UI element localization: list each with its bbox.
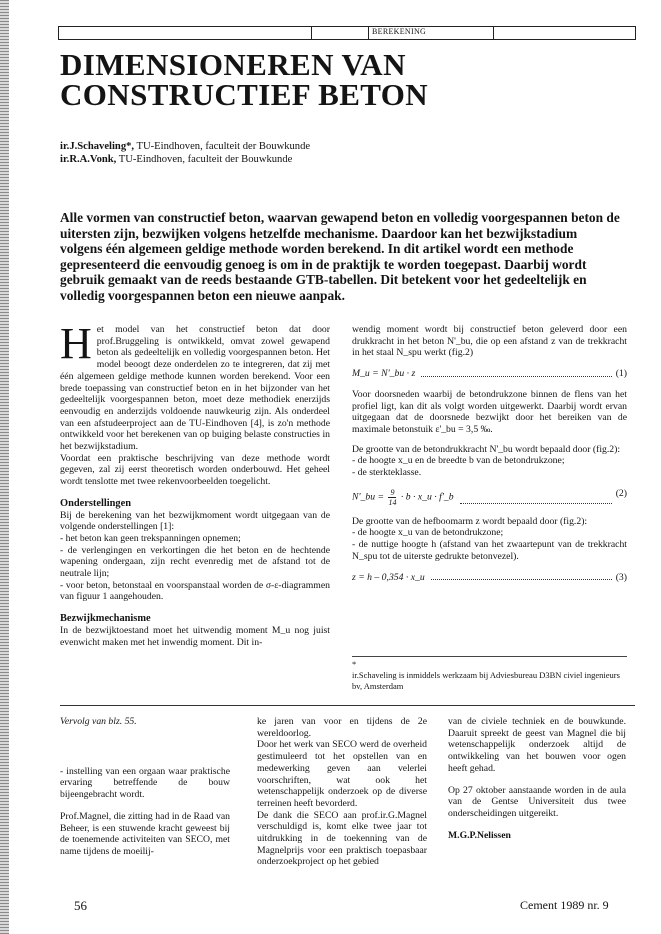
body-paragraph: In de bezwijktoestand moet het uitwendig moment M_u nog juist evenwicht maken met het inwendig moment. Dit in- bbox=[60, 624, 330, 648]
section-divider bbox=[60, 705, 635, 706]
author-affiliation: TU-Eindhoven, faculteit der Bouwkunde bbox=[116, 154, 293, 165]
intro-text: et model van het constructief beton dat door prof.Bruggeling is ontwikkeld, omvat zowel gewapend beton als gedeeltelijk en volledig voorgespannen beton. Het model beoogt deze onderdelen zo te integreren, dat zij met één algemeen geldige methode kunnen worden berekend. Voor een brede toepassing van constructief beton en in het bijzonder van het gedeeltelijk voorgespannen beton, moet deze methodiek enerzijds eenvoudig en anderzijds voldoende nauwkeurig zijn. Als onderdeel van een afstudeerproject aan de TU-Eindhoven [4], is zo'n methode ontwikkeld voor het berekenen van op buiging belaste constructies in het bezwijkstadium. bbox=[60, 324, 330, 453]
body-paragraph: Door het werk van SECO werd de overheid gestimuleerd tot het opstellen van en medewerking geven aan velerlei voorschriften, wat ook het wetenschappelijk onderzoek op de diverse terreinen heeft bevorderd. bbox=[257, 739, 427, 809]
leader-dots bbox=[460, 488, 612, 504]
equation-lhs: N'_bu = bbox=[352, 491, 385, 503]
list-item: - voor beton, betonstaal en voorspanstaal worden de σ-ε-diagrammen van figuur 1 aangehouden. bbox=[60, 579, 330, 603]
body-paragraph: De grootte van de hefboomarm z wordt bepaald door (fig.2): bbox=[352, 515, 588, 527]
section-heading: Onderstellingen bbox=[60, 497, 132, 509]
list-item: - de hoogte x_u en de breedte b van de betondrukzone; bbox=[352, 455, 565, 467]
equation-2 bbox=[352, 488, 627, 507]
section-header-bar bbox=[58, 26, 636, 40]
body-paragraph: Voordat een praktische beschrijving van deze methode wordt gegeven, zal zij eerst theoretisch worden onderbouwd. Het geheel wordt tenslotte met twee rekenvoorbeelden toegelicht. bbox=[60, 452, 330, 488]
continuation-column-2 bbox=[257, 716, 427, 868]
header-divider bbox=[493, 27, 494, 39]
body-paragraph: - instelling van een orgaan waar praktische ervaring betreffende de bouw bijeengebracht wordt. bbox=[60, 765, 230, 801]
header-divider bbox=[368, 27, 369, 39]
author-name: ir.J.Schaveling*, bbox=[60, 141, 135, 152]
list-item: - het beton kan geen trekspanningen opnemen; bbox=[60, 532, 241, 544]
list-item: - de sterkteklasse. bbox=[352, 467, 422, 479]
body-column-right bbox=[352, 324, 627, 592]
scan-edge bbox=[0, 0, 9, 934]
journal-issue: Cement 1989 nr. 9 bbox=[520, 898, 609, 912]
equation-number: (3) bbox=[615, 571, 627, 583]
leader-dots bbox=[421, 368, 611, 377]
intro-paragraph bbox=[60, 319, 330, 453]
equation-text bbox=[352, 488, 454, 507]
body-paragraph: Voor doorsneden waarbij de betondrukzone binnen de flens van het profiel ligt, kan dit als volgt worden uitgewerkt. Daarbij wordt ervan uitgegaan dat de doorsnede bezwijkt door het bereiken van de maximale betonstuik ε'_bu = 3,5 ‰. bbox=[352, 388, 627, 435]
fraction-numerator: 9 bbox=[390, 487, 395, 497]
author-name: ir.R.A.Vonk, bbox=[60, 154, 117, 165]
author-item bbox=[60, 153, 310, 166]
author-affiliation: TU-Eindhoven, faculteit der Bouwkunde bbox=[134, 141, 311, 152]
body-paragraph: Prof.Magnel, die zitting had in de Raad van Beheer, is een stuwende kracht geweest bij de toenemende activiteiten van SECO, met name tijdens de moeilij- bbox=[60, 810, 230, 857]
title-line-2: CONSTRUCTIEF BETON bbox=[60, 77, 429, 112]
body-paragraph: ke jaren van voor en tijdens de 2e wereldoorlog. bbox=[257, 716, 427, 739]
footnote-mark: * bbox=[352, 659, 357, 669]
equation-text: z = h – 0,354 · x_u bbox=[352, 571, 425, 583]
list-item: - de nuttige hoogte h (afstand van het zwaartepunt van de trekkracht N_spu tot de uiterste gedrukte betonvezel). bbox=[352, 539, 627, 562]
section-label: BEREKENING bbox=[372, 27, 427, 36]
body-paragraph: De grootte van de betondrukkracht N'_bu wordt bepaald door (fig.2): bbox=[352, 443, 621, 455]
body-paragraph: Bij de berekening van het bezwijkmoment wordt uitgegaan van de volgende onderstellingen [1]: bbox=[60, 509, 330, 533]
leader-dots bbox=[431, 572, 612, 581]
body-paragraph: van de civiele techniek en de bouwkunde. Daaruit spreekt de geest van Magnel die bij wetenschappelijk onderzoek altijd de ontwikkeling van het bouwen voor ogen heeft gehad. bbox=[448, 716, 626, 774]
body-column-left bbox=[60, 319, 330, 648]
equation-text: M_u = N'_bu · z bbox=[352, 368, 416, 380]
footnote bbox=[352, 656, 627, 692]
header-divider bbox=[311, 27, 312, 39]
body-paragraph: De dank die SECO aan prof.ir.G.Magnel verschuldigd is, komt elke twee jaar tot uitdrukking in de toekenning van de Magnelprijs voor een praktisch toepasbaar onderzoekproject op het gebied bbox=[257, 809, 427, 868]
continuation-column-3 bbox=[448, 716, 626, 841]
body-paragraph: wendig moment wordt bij constructief beton geleverd door een drukkracht in het beton N'_bu, die op een afstand z van de trekkracht in het staal N_spu werkt (fig.2) bbox=[352, 324, 627, 359]
equation-rhs: · b · x_u · f'_b bbox=[400, 491, 454, 503]
equation-number: (1) bbox=[615, 368, 627, 380]
author-list bbox=[60, 140, 310, 166]
article-title bbox=[60, 47, 620, 112]
list-item: - de hoogte x_u van de betondrukzone; bbox=[352, 527, 504, 539]
author-signature: M.G.P.Nelissen bbox=[448, 829, 511, 841]
title-line-1: DIMENSIONEREN VAN bbox=[60, 47, 406, 82]
continuation-column-1 bbox=[60, 716, 230, 858]
continuation-note: Vervolg van blz. 55. bbox=[60, 716, 137, 727]
list-item: - de verlengingen en verkortingen die het beton en de hechtende wapening ondergaan, zijn recht evenredig met de afstand tot de neutrale lijn; bbox=[60, 544, 330, 580]
equation-1 bbox=[352, 368, 627, 380]
drop-cap: H bbox=[60, 319, 92, 368]
section-heading: Bezwijkmechanisme bbox=[60, 613, 151, 625]
fraction bbox=[388, 488, 396, 507]
page-number: 56 bbox=[74, 898, 87, 913]
equation-3 bbox=[352, 572, 627, 584]
body-paragraph: Op 27 oktober aanstaande worden in de aula van de Gentse Universiteit dus twee onderscheidingen uitgereikt. bbox=[448, 784, 626, 819]
fraction-denominator: 14 bbox=[388, 497, 397, 507]
equation-number: (2) bbox=[615, 487, 627, 499]
footnote-text: ir.Schaveling is inmiddels werkzaam bij Adviesbureau D3BN civiel ingenieurs bv, Amsterdam bbox=[352, 670, 620, 691]
author-item bbox=[60, 140, 310, 153]
lead-paragraph: Alle vormen van constructief beton, waarvan gewapend beton en volledig voorgespannen beton de uitersten zijn, bezwijken volgens hetzelfde mechanisme. Daardoor kan het bezwijkstadium volgens één algemeen geldige methode worden berekend. In dit artikel wordt een methode gepresenteerd die eenvoudig genoeg is om in de praktijk te worden toegepast. Daarbij wordt gebruik gemaakt van de reeds bestaande GTB-tabellen. Dit betekent voor het gedeeltelijk en volledig voorgespannen beton een nieuwe aanpak. bbox=[60, 210, 620, 303]
footnote-rule bbox=[352, 656, 627, 657]
